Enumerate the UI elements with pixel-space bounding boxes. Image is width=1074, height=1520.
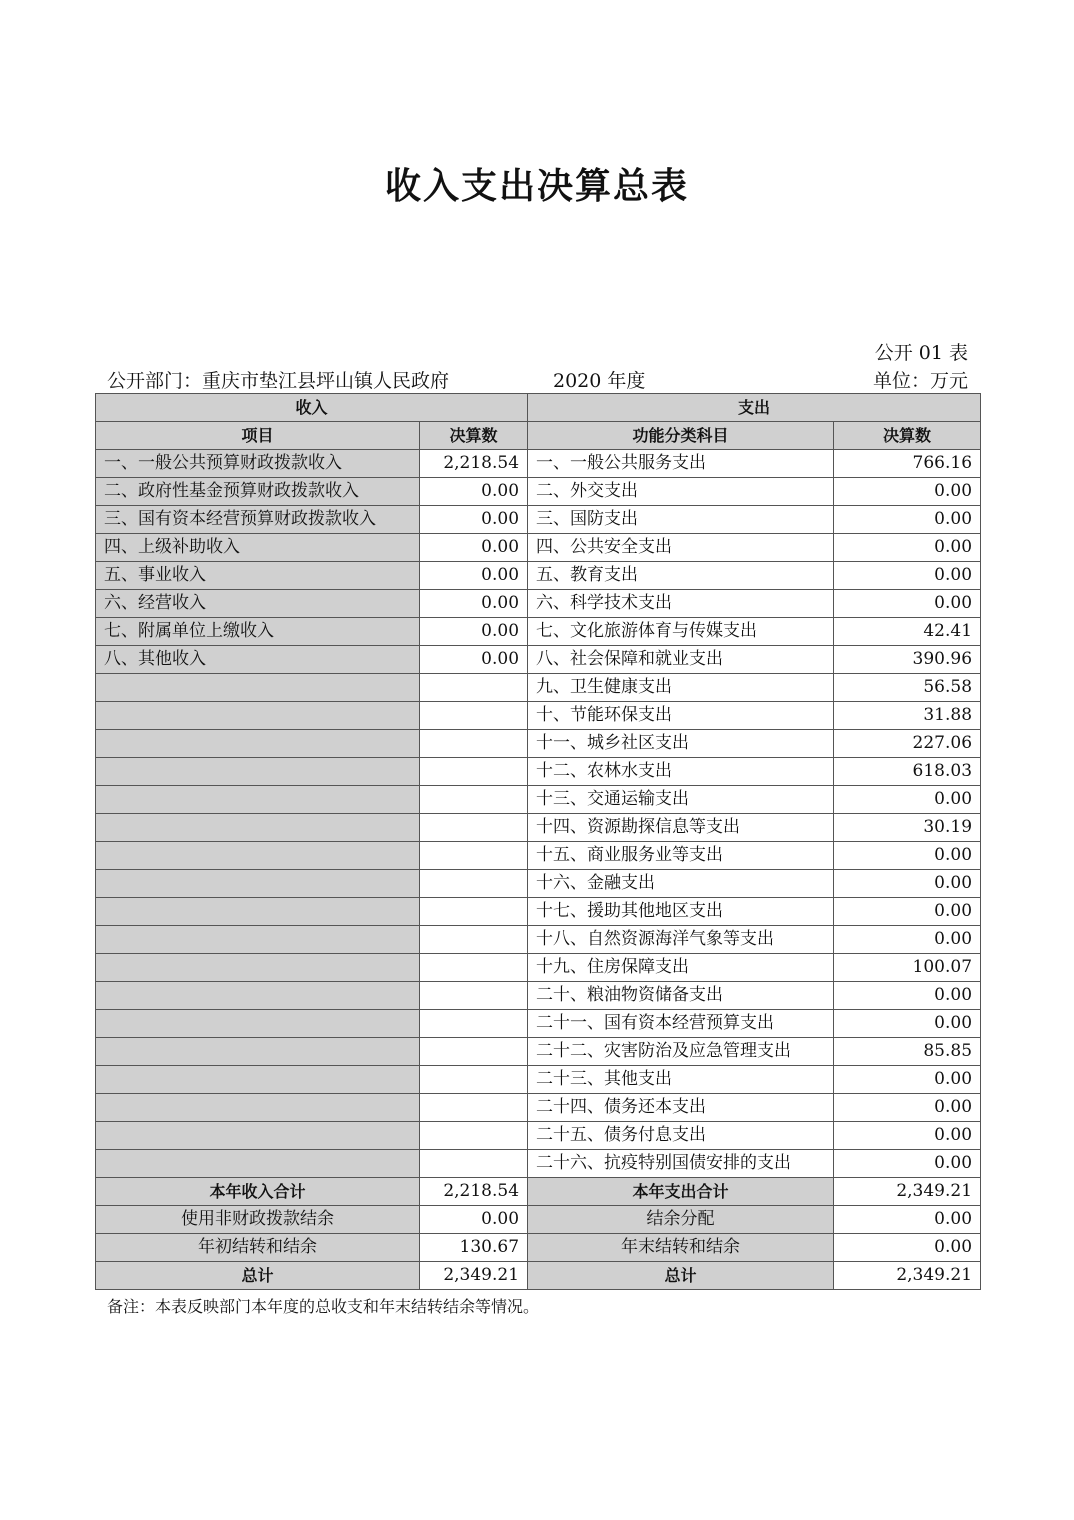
expense-amount-cell: 85.85: [834, 1038, 981, 1066]
expense-amount-cell: 0.00: [834, 1066, 981, 1094]
header-row-columns: [96, 422, 981, 450]
income-item-cell: [96, 702, 420, 730]
income-item-cell: [96, 674, 420, 702]
expense-amount-cell: 0.00: [834, 506, 981, 534]
expense-amount-cell: 0.00: [834, 590, 981, 618]
income-amount-cell: [420, 898, 528, 926]
table-row: [96, 870, 981, 898]
summary-expense-value: 2,349.21: [834, 1262, 981, 1290]
table-row: [96, 646, 981, 674]
income-item-cell: 五、事业收入: [96, 562, 420, 590]
table-row: [96, 450, 981, 478]
income-amount-cell: [420, 1094, 528, 1122]
summary-income-label: 使用非财政拨款结余: [96, 1206, 420, 1234]
summary-income-value: 130.67: [420, 1234, 528, 1262]
expense-item-cell: 一、一般公共服务支出: [528, 450, 834, 478]
table-row: [96, 786, 981, 814]
header-item: 项目: [96, 422, 420, 450]
summary-income-value: 2,349.21: [420, 1262, 528, 1290]
expense-item-cell: 五、教育支出: [528, 562, 834, 590]
income-amount-cell: [420, 1010, 528, 1038]
table-row: [96, 618, 981, 646]
expense-item-cell: 十一、城乡社区支出: [528, 730, 834, 758]
income-amount-cell: [420, 954, 528, 982]
income-amount-cell: 2,218.54: [420, 450, 528, 478]
summary-expense-value: 2,349.21: [834, 1178, 981, 1206]
income-amount-cell: 0.00: [420, 506, 528, 534]
expense-amount-cell: 0.00: [834, 562, 981, 590]
summary-expense-label: 年末结转和结余: [528, 1234, 834, 1262]
income-item-cell: [96, 870, 420, 898]
header-row-group: [96, 394, 981, 422]
table-row: [96, 478, 981, 506]
expense-item-cell: 十九、住房保障支出: [528, 954, 834, 982]
expense-amount-cell: 0.00: [834, 1094, 981, 1122]
summary-expense-value: 0.00: [834, 1234, 981, 1262]
expense-item-cell: 十七、援助其他地区支出: [528, 898, 834, 926]
table-row: [96, 842, 981, 870]
income-item-cell: [96, 1066, 420, 1094]
income-item-cell: [96, 1038, 420, 1066]
income-amount-cell: [420, 1038, 528, 1066]
income-item-cell: [96, 1150, 420, 1178]
income-item-cell: [96, 954, 420, 982]
expense-item-cell: 二十六、抗疫特别国债安排的支出: [528, 1150, 834, 1178]
income-item-cell: [96, 982, 420, 1010]
page-title: 收入支出决算总表: [384, 166, 689, 207]
income-item-cell: [96, 730, 420, 758]
income-item-cell: 七、附属单位上缴收入: [96, 618, 420, 646]
expense-amount-cell: 0.00: [834, 898, 981, 926]
summary-expense-label: 结余分配: [528, 1206, 834, 1234]
table-row: [96, 1122, 981, 1150]
expense-amount-cell: 0.00: [834, 534, 981, 562]
expense-item-cell: 四、公共安全支出: [528, 534, 834, 562]
income-amount-cell: 0.00: [420, 534, 528, 562]
expense-item-cell: 十三、交通运输支出: [528, 786, 834, 814]
expense-item-cell: 七、文化旅游体育与传媒支出: [528, 618, 834, 646]
table-row: [96, 954, 981, 982]
table-row: [96, 534, 981, 562]
expense-amount-cell: 0.00: [834, 982, 981, 1010]
summary-income-value: 2,218.54: [420, 1178, 528, 1206]
unit-label: 单位：万元: [872, 370, 968, 392]
income-item-cell: 八、其他收入: [96, 646, 420, 674]
expense-amount-cell: 100.07: [834, 954, 981, 982]
expense-item-cell: 十六、金融支出: [528, 870, 834, 898]
income-item-cell: 一、一般公共预算财政拨款收入: [96, 450, 420, 478]
income-amount-cell: 0.00: [420, 562, 528, 590]
expense-amount-cell: 0.00: [834, 870, 981, 898]
expense-amount-cell: 0.00: [834, 1122, 981, 1150]
expense-amount-cell: 0.00: [834, 1150, 981, 1178]
header-expense: 支出: [528, 394, 981, 422]
expense-item-cell: 二十、粮油物资储备支出: [528, 982, 834, 1010]
income-amount-cell: [420, 1066, 528, 1094]
table-row: [96, 590, 981, 618]
income-item-cell: 二、政府性基金预算财政拨款收入: [96, 478, 420, 506]
table-row: [96, 506, 981, 534]
income-amount-cell: [420, 870, 528, 898]
expense-item-cell: 十五、商业服务业等支出: [528, 842, 834, 870]
expense-item-cell: 十四、资源勘探信息等支出: [528, 814, 834, 842]
expense-amount-cell: 0.00: [834, 786, 981, 814]
summary-expense-value: 0.00: [834, 1206, 981, 1234]
summary-row: [96, 1206, 981, 1234]
expense-amount-cell: 0.00: [834, 1010, 981, 1038]
table-row: [96, 674, 981, 702]
expense-item-cell: 二十二、灾害防治及应急管理支出: [528, 1038, 834, 1066]
expense-amount-cell: 0.00: [834, 926, 981, 954]
expense-amount-cell: 618.03: [834, 758, 981, 786]
expense-amount-cell: 56.58: [834, 674, 981, 702]
table-row: [96, 1010, 981, 1038]
expense-item-cell: 二十四、债务还本支出: [528, 1094, 834, 1122]
table-row: [96, 814, 981, 842]
expense-item-cell: 二、外交支出: [528, 478, 834, 506]
table-row: [96, 730, 981, 758]
table-row: [96, 562, 981, 590]
income-amount-cell: [420, 758, 528, 786]
table-row: [96, 1038, 981, 1066]
income-amount-cell: [420, 786, 528, 814]
income-amount-cell: [420, 842, 528, 870]
header-amount-expense: 决算数: [834, 422, 981, 450]
income-item-cell: 三、国有资本经营预算财政拨款收入: [96, 506, 420, 534]
expense-item-cell: 三、国防支出: [528, 506, 834, 534]
income-amount-cell: [420, 1150, 528, 1178]
header-func-category: 功能分类科目: [528, 422, 834, 450]
expense-amount-cell: 390.96: [834, 646, 981, 674]
expense-amount-cell: 0.00: [834, 842, 981, 870]
income-item-cell: [96, 842, 420, 870]
header-amount: 决算数: [420, 422, 528, 450]
form-code: 公开 01 表: [874, 342, 968, 364]
expense-amount-cell: 766.16: [834, 450, 981, 478]
expense-item-cell: 十、节能环保支出: [528, 702, 834, 730]
table-row: [96, 702, 981, 730]
income-amount-cell: [420, 926, 528, 954]
expense-item-cell: 十八、自然资源海洋气象等支出: [528, 926, 834, 954]
table-row: [96, 758, 981, 786]
expense-item-cell: 八、社会保障和就业支出: [528, 646, 834, 674]
income-item-cell: [96, 898, 420, 926]
summary-income-label: 本年收入合计: [96, 1178, 420, 1206]
income-amount-cell: 0.00: [420, 646, 528, 674]
table-row: [96, 1094, 981, 1122]
income-amount-cell: 0.00: [420, 618, 528, 646]
income-amount-cell: [420, 814, 528, 842]
income-item-cell: 四、上级补助收入: [96, 534, 420, 562]
table-row: [96, 982, 981, 1010]
income-amount-cell: [420, 674, 528, 702]
summary-expense-label: 总计: [528, 1262, 834, 1290]
summary-row: [96, 1262, 981, 1290]
income-amount-cell: [420, 982, 528, 1010]
summary-row: [96, 1234, 981, 1262]
summary-expense-label: 本年支出合计: [528, 1178, 834, 1206]
expense-item-cell: 十二、农林水支出: [528, 758, 834, 786]
table-row: [96, 926, 981, 954]
expense-item-cell: 九、卫生健康支出: [528, 674, 834, 702]
income-amount-cell: [420, 730, 528, 758]
income-item-cell: [96, 786, 420, 814]
expense-amount-cell: 31.88: [834, 702, 981, 730]
expense-amount-cell: 42.41: [834, 618, 981, 646]
table-row: [96, 1066, 981, 1094]
footnote: 备注：本表反映部门本年度的总收支和年末结转结余等情况。: [107, 1297, 540, 1316]
income-amount-cell: [420, 702, 528, 730]
income-item-cell: [96, 1094, 420, 1122]
income-item-cell: [96, 814, 420, 842]
table-row: [96, 898, 981, 926]
income-item-cell: [96, 1122, 420, 1150]
fiscal-year: 2020 年度: [553, 370, 646, 392]
summary-income-label: 总计: [96, 1262, 420, 1290]
header-income: 收入: [96, 394, 528, 422]
income-amount-cell: 0.00: [420, 590, 528, 618]
expense-item-cell: 二十一、国有资本经营预算支出: [528, 1010, 834, 1038]
table-row: [96, 1150, 981, 1178]
income-amount-cell: 0.00: [420, 478, 528, 506]
income-item-cell: [96, 1010, 420, 1038]
expense-amount-cell: 30.19: [834, 814, 981, 842]
summary-income-value: 0.00: [420, 1206, 528, 1234]
income-amount-cell: [420, 1122, 528, 1150]
income-item-cell: 六、经营收入: [96, 590, 420, 618]
income-item-cell: [96, 758, 420, 786]
income-expense-table: [95, 393, 981, 1290]
expense-item-cell: 六、科学技术支出: [528, 590, 834, 618]
summary-income-label: 年初结转和结余: [96, 1234, 420, 1262]
expense-item-cell: 二十三、其他支出: [528, 1066, 834, 1094]
income-item-cell: [96, 926, 420, 954]
expense-amount-cell: 227.06: [834, 730, 981, 758]
expense-item-cell: 二十五、债务付息支出: [528, 1122, 834, 1150]
summary-row: [96, 1178, 981, 1206]
expense-amount-cell: 0.00: [834, 478, 981, 506]
department-label: 公开部门：重庆市垫江县坪山镇人民政府: [107, 370, 450, 392]
